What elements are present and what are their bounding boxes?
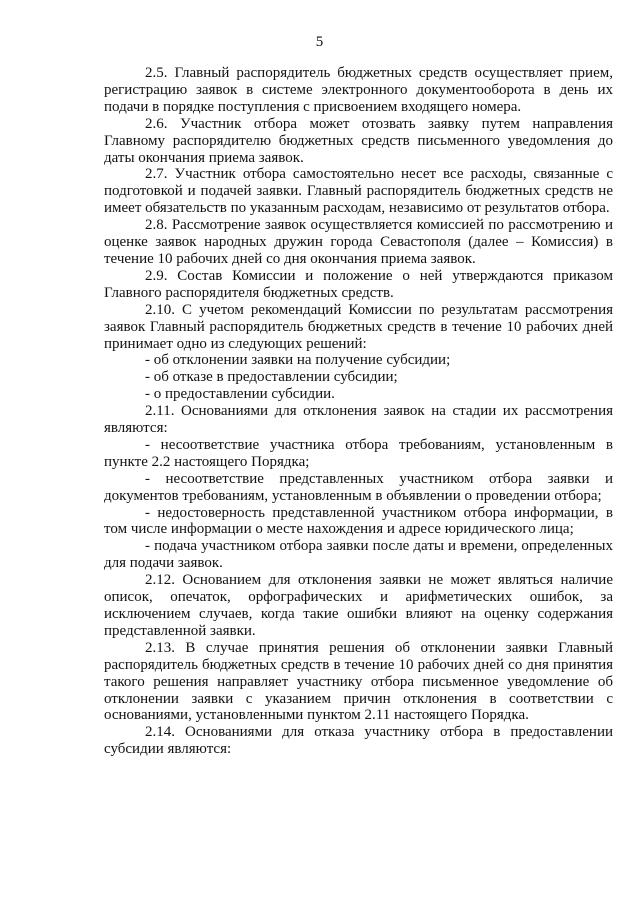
paragraph: 2.11. Основаниями для отклонения заявок на стадии их рассмотрения являются: [104,403,613,437]
paragraph: 2.10. С учетом рекомендаций Комиссии по результатам рассмотрения заявок Главный распорядитель бюджетных средств в течение 10 рабочих дней принимает одно из следующих решений: [104,301,613,352]
paragraph: - об отклонении заявки на получение субсидии; [145,352,451,369]
paragraph: 2.8. Рассмотрение заявок осуществляется комиссией по рассмотрению и оценке заявок народных дружин города Севастополя (далее – Комиссия) в течение 10 рабочих дней со дня окончания приема заявок. [104,217,613,267]
paragraph: - несоответствие представленных участником отбора заявки и документов требованиям, установленным в объявлении о проведении отбора; [104,470,613,504]
paragraph: - несоответствие участника отбора требованиям, установленным в пункте 2.2 настоящего Порядка; [104,436,613,470]
paragraph: 2.6. Участник отбора может отозвать заявку путем направления Главному распорядителю бюджетных средств письменного уведомления до даты окончания приема заявок. [104,115,613,166]
paragraph: 2.12. Основанием для отклонения заявки не может являться наличие описок, опечаток, орфографических и арифметических ошибок, за исключением случаев, когда такие ошибки влияют на оценку содержания представленной заявки. [104,572,613,639]
paragraph: - подача участником отбора заявки после даты и времени, определенных для подачи заявок. [104,538,613,572]
paragraph: - о предоставлении субсидии. [145,386,335,403]
paragraph: 2.13. В случае принятия решения об отклонении заявки Главный распорядитель бюджетных средств в течение 10 рабочих дней со дня принятия такого решения направляет участнику отбора письменное уведомление об отклонении заявки с указанием причин отклонения в соответствии с основаниями, установленными пунктом 2.11 настоящего Порядка. [104,639,613,724]
paragraph: - об отказе в предоставлении субсидии; [145,369,398,386]
paragraph: 2.9. Состав Комиссии и положение о ней утверждаются приказом Главного распорядителя бюджетных средств. [104,267,613,301]
paragraph: 2.14. Основаниями для отказа участнику отбора в предоставлении субсидии являются: [104,724,613,758]
paragraph: 2.7. Участник отбора самостоятельно несет все расходы, связанные с подготовкой и подачей заявки. Главный распорядитель бюджетных средств не имеет обязательств по указанным расходам, независимо от результатов отбора. [104,166,613,217]
paragraph: 2.5. Главный распорядитель бюджетных средств осуществляет прием, регистрацию заявок в системе электронного документооборота в день их подачи в порядке поступления с присвоением входящего номера. [104,65,613,115]
document-body [104,65,613,758]
page-number: 5 [315,34,324,50]
paragraph: - недостоверность представленной участником отбора информации, в том числе информации о месте нахождения и адресе юридического лица; [104,504,613,538]
